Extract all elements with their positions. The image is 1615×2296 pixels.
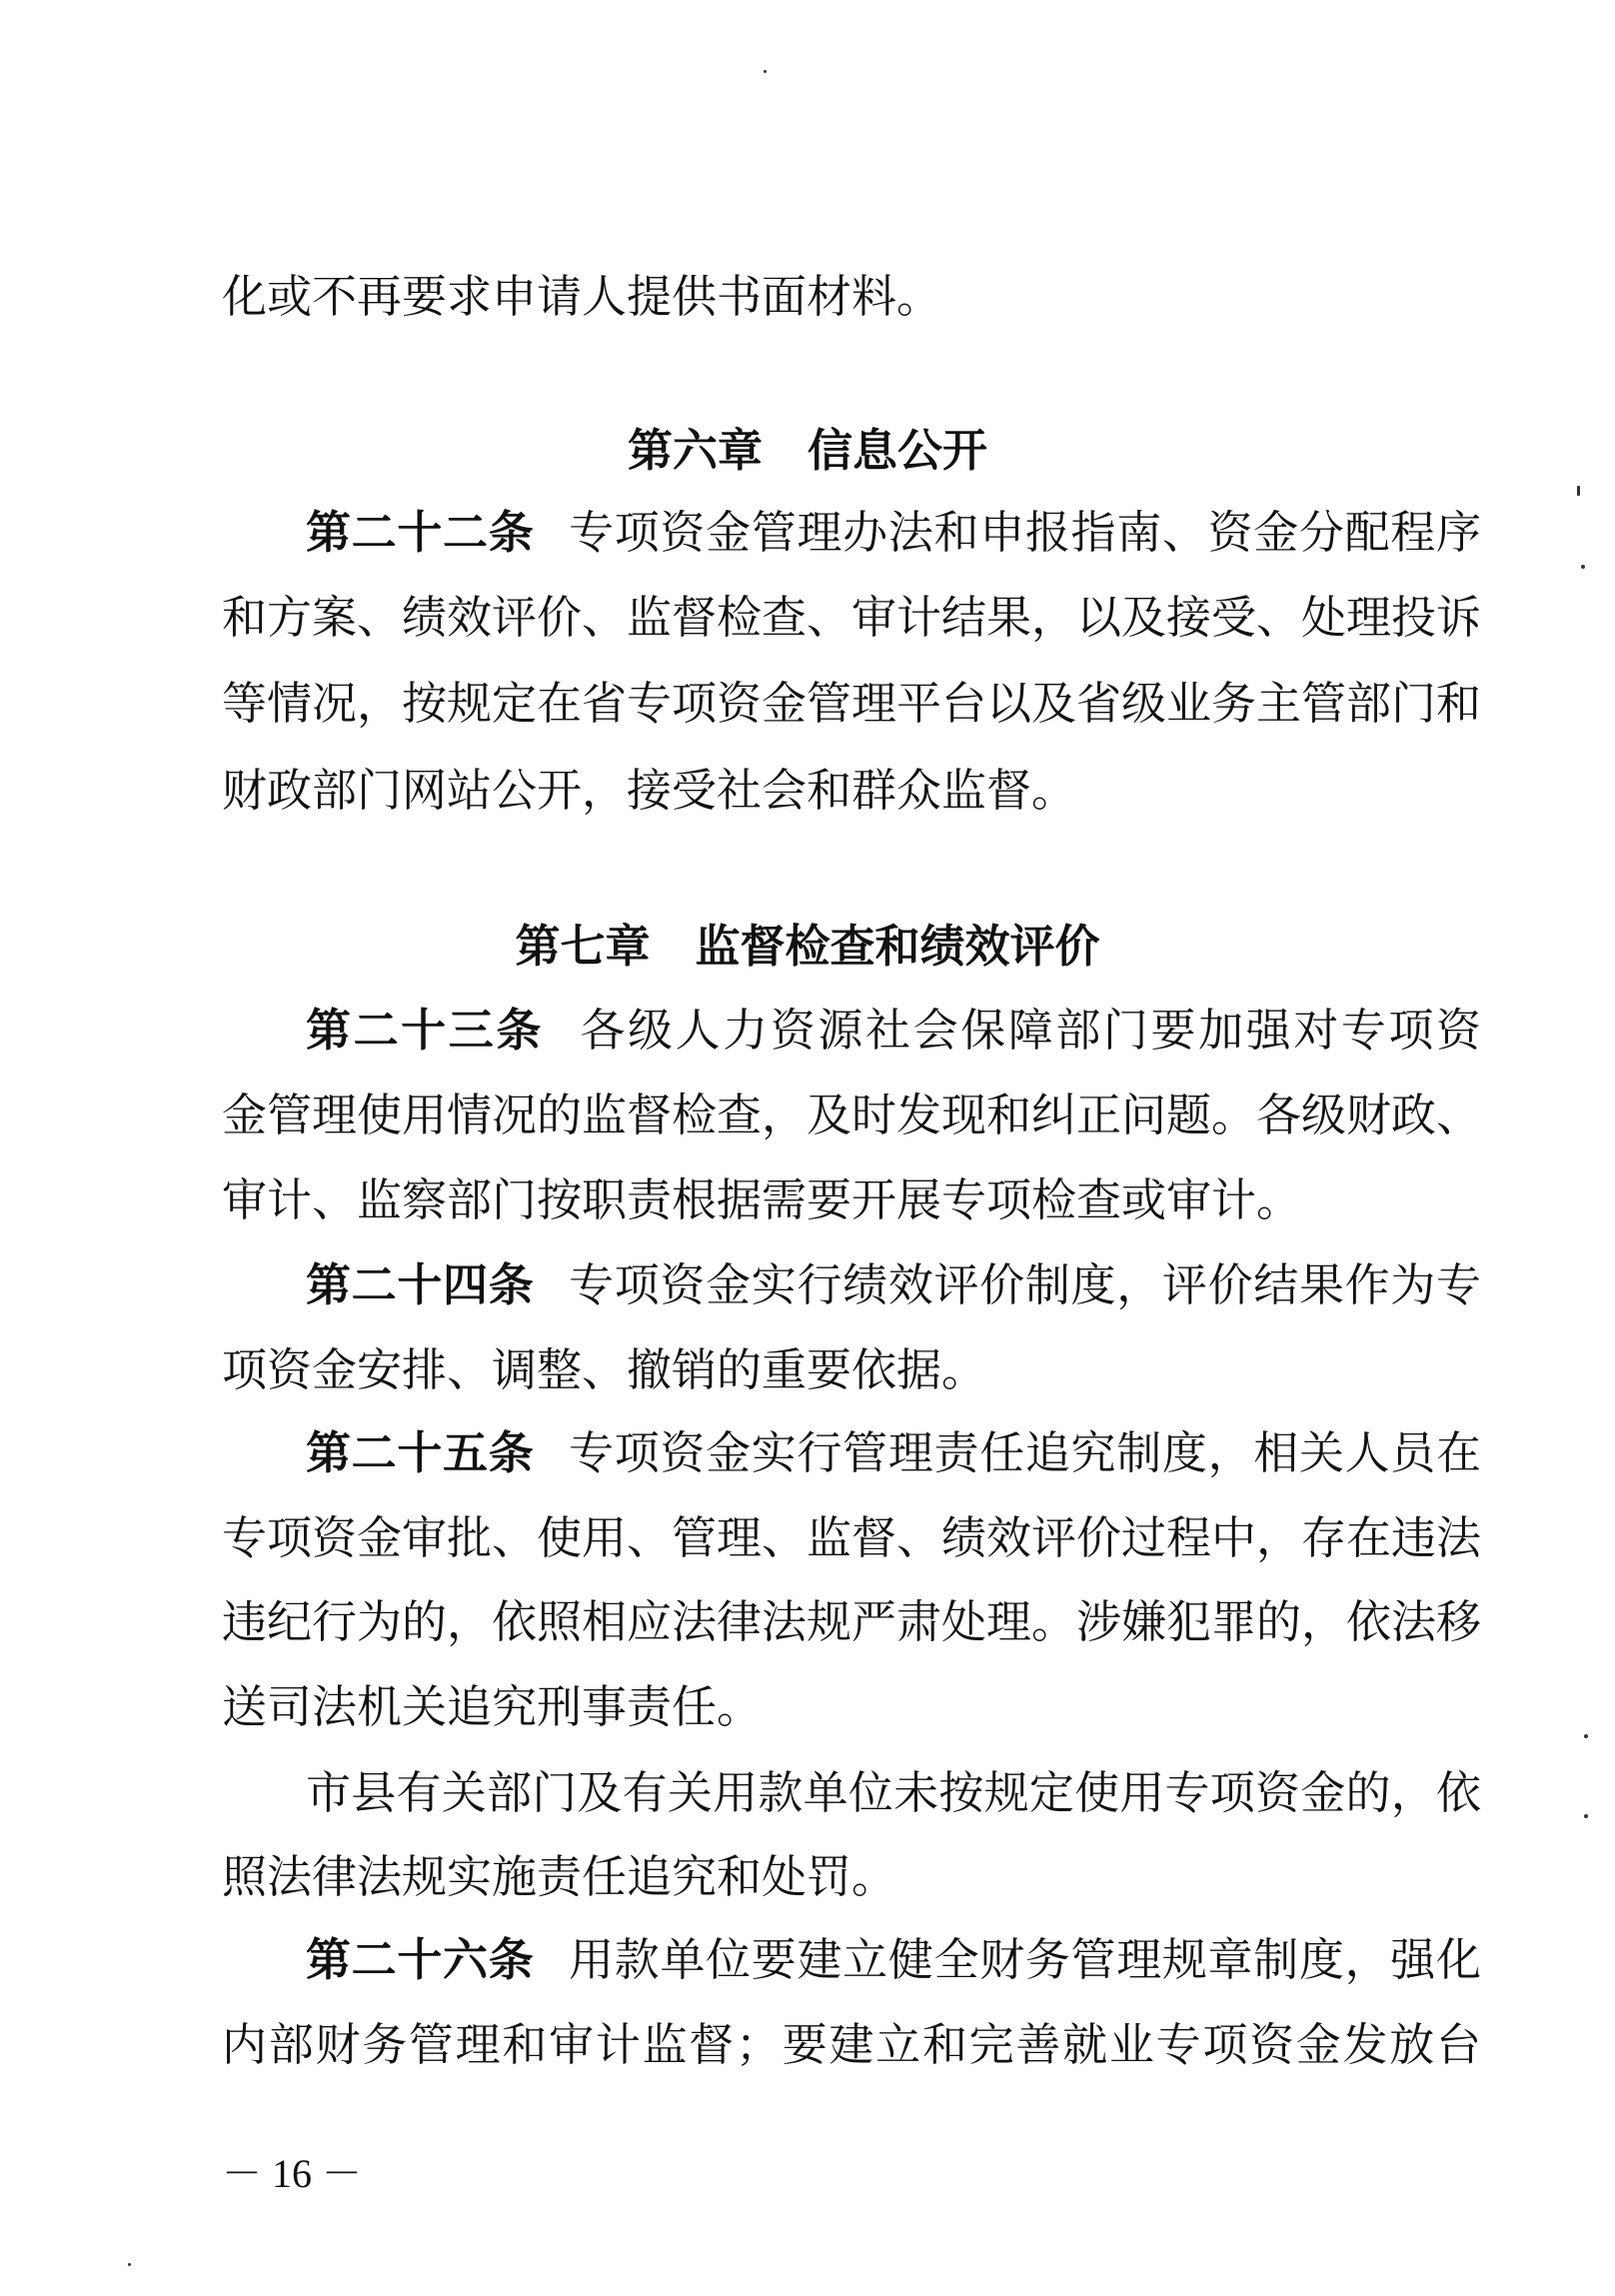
article-22-text-1: 专项资金管理办法和申报指南、资金分配程序 bbox=[568, 506, 1481, 559]
intro-line: 化或不再要求申请人提供书面材料。 bbox=[222, 270, 942, 323]
article-23-line-2: 金管理使用情况的监督检查，及时发现和纠正问题。各级财政、 bbox=[222, 1089, 1481, 1142]
chapter-6-title: 信息公开 bbox=[808, 424, 988, 477]
article-25-line-4: 送司法机关追究刑事责任。 bbox=[222, 1680, 763, 1733]
article-24-label: 第二十四条 bbox=[306, 1258, 535, 1311]
chapter-6-heading bbox=[0, 420, 1615, 482]
article-22-line-3: 等情况，按规定在省专项资金管理平台以及省级业务主管部门和 bbox=[222, 677, 1481, 730]
city-paragraph-line-2: 照法律法规实施责任追究和处罚。 bbox=[222, 1850, 897, 1903]
chapter-6-number: 第六章 bbox=[627, 424, 763, 477]
chapter-7-number: 第七章 bbox=[515, 920, 651, 973]
scan-speck bbox=[764, 70, 767, 73]
article-22-label: 第二十二条 bbox=[306, 506, 535, 559]
chapter-7-title: 监督检查和绩效评价 bbox=[695, 920, 1100, 973]
scan-speck bbox=[1581, 565, 1585, 569]
scan-speck bbox=[1577, 486, 1580, 496]
article-23-line-1 bbox=[306, 1000, 1481, 1062]
article-22-line-2: 和方案、绩效评价、监督检查、审计结果，以及接受、处理投诉 bbox=[222, 591, 1481, 644]
article-25-line-1 bbox=[306, 1422, 1481, 1484]
article-26-line-2: 内部财务管理和审计监督；要建立和完善就业专项资金发放台 bbox=[222, 2018, 1481, 2071]
article-26-line-1 bbox=[306, 1929, 1481, 1991]
article-24-line-1 bbox=[306, 1254, 1481, 1316]
article-25-line-3: 违纪行为的，依照相应法律法规严肃处理。涉嫌犯罪的，依法移 bbox=[222, 1595, 1481, 1648]
page-number: － 16 － bbox=[222, 2151, 362, 2196]
article-25-text-1: 专项资金实行管理责任追究制度，相关人员在 bbox=[568, 1426, 1481, 1479]
article-26-label: 第二十六条 bbox=[306, 1933, 535, 1986]
article-25-label: 第二十五条 bbox=[306, 1426, 535, 1479]
city-paragraph-line-1: 市县有关部门及有关用款单位未按规定使用专项资金的，依 bbox=[306, 1766, 1481, 1819]
article-24-line-2: 项资金安排、调整、撤销的重要依据。 bbox=[222, 1343, 987, 1396]
article-26-text-1: 用款单位要建立健全财务管理规章制度，强化 bbox=[568, 1933, 1481, 1986]
scan-speck bbox=[128, 2263, 131, 2266]
chapter-7-heading bbox=[0, 916, 1615, 978]
article-23-line-3: 审计、监察部门按职责根据需要开展专项检查或审计。 bbox=[222, 1173, 1302, 1226]
article-24-text-1: 专项资金实行绩效评价制度，评价结果作为专 bbox=[568, 1258, 1481, 1311]
article-22-line-4: 财政部门网站公开，接受社会和群众监督。 bbox=[222, 764, 1077, 817]
scan-speck bbox=[1584, 1734, 1588, 1738]
article-23-label: 第二十三条 bbox=[306, 1004, 544, 1057]
article-23-text-1: 各级人力资源社会保障部门要加强对专项资 bbox=[577, 1004, 1481, 1057]
article-25-line-2: 专项资金审批、使用、管理、监督、绩效评价过程中，存在违法 bbox=[222, 1511, 1481, 1564]
scan-speck bbox=[1584, 1814, 1588, 1818]
article-22-line-1 bbox=[306, 502, 1481, 564]
